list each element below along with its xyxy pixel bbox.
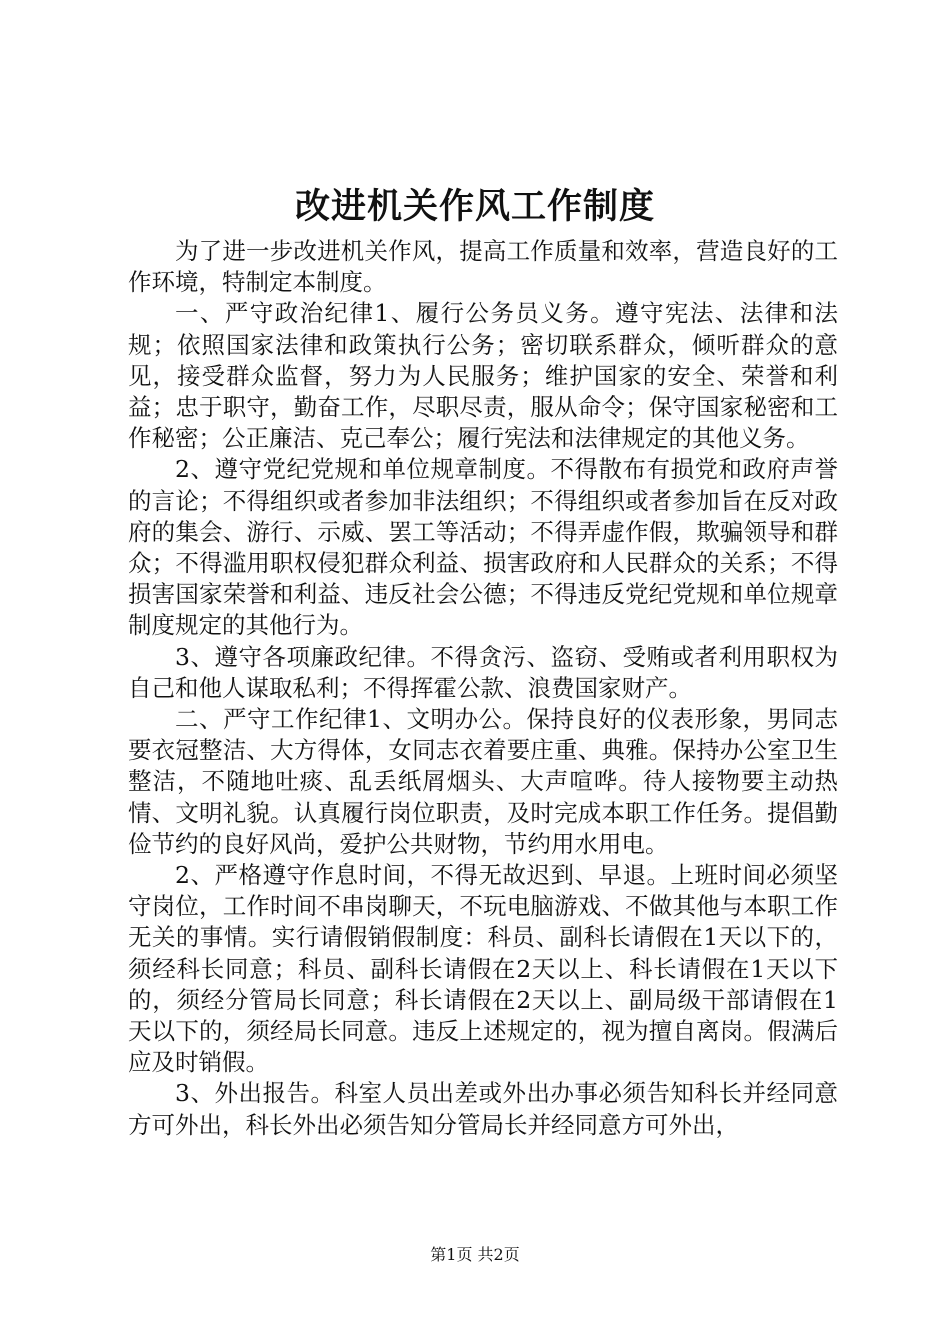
paragraph-political-discipline: 一、严守政治纪律1、履行公务员义务。遵守宪法、法律和法规；依照国家法律和政策执行公务；密切联系群众，倾听群众的意见，接受群众监督，努力为人民服务；维护国家的安全、荣誉和利益；忠于职守，勤奋工作，尽职尽责，服从命令；保守国家秘密和工作秘密；公正廉洁、克己奉公；履行宪法和法律规定的其他义务。 <box>128 299 838 453</box>
paragraph-intro: 为了进一步改进机关作风，提高工作质量和效率，营造良好的工作环境，特制定本制度。 <box>128 237 838 297</box>
paragraph-work-discipline: 二、严守工作纪律1、文明办公。保持良好的仪表形象，男同志要衣冠整洁、大方得体，女同志衣着要庄重、典雅。保持办公室卫生整洁，不随地吐痰、乱丢纸屑烟头、大声喧哗。待人接物要主动热情、文明礼貌。认真履行岗位职责，及时完成本职工作任务。提倡勤俭节约的良好风尚，爱护公共财物，节约用水用电。 <box>128 705 838 858</box>
document-title: 改进机关作风工作制度 <box>294 186 655 227</box>
paragraph-outing-report: 3、外出报告。科室人员出差或外出办事必须告知科长并经同意方可外出，科长外出必须告知分管局长并经同意方可外出， <box>128 1079 838 1139</box>
document-body <box>128 236 838 1141</box>
paragraph-attendance: 2、严格遵守作息时间，不得无故迟到、早退。上班时间必须坚守岗位，工作时间不串岗聊天，不玩电脑游戏、不做其他与本职工作无关的事情。实行请假销假制度：科员、副科长请假在1天以下的，须经科长同意；科员、副科长请假在2天以上、科长请假在1天以下的，须经分管局长同意；科长请假在2天以上、副局级干部请假在1天以下的，须经局长同意。违反上述规定的，视为擅自离岗。假满后应及时销假。 <box>128 861 838 1077</box>
paragraph-party-rules: 2、遵守党纪党规和单位规章制度。不得散布有损党和政府声誉的言论；不得组织或者参加非法组织；不得组织或者参加旨在反对政府的集会、游行、示威、罢工等活动；不得弄虚作假，欺骗领导和群众；不得滥用职权侵犯群众利益、损害政府和人民群众的关系；不得损害国家荣誉和利益、违反社会公德；不得违反党纪党规和单位规章制度规定的其他行为。 <box>128 455 838 640</box>
paragraph-integrity: 3、遵守各项廉政纪律。不得贪污、盗窃、受贿或者利用职权为自己和他人谋取私利；不得挥霍公款、浪费国家财产。 <box>128 642 838 702</box>
page-number-footer: 第1页 共2页 <box>430 1245 520 1264</box>
